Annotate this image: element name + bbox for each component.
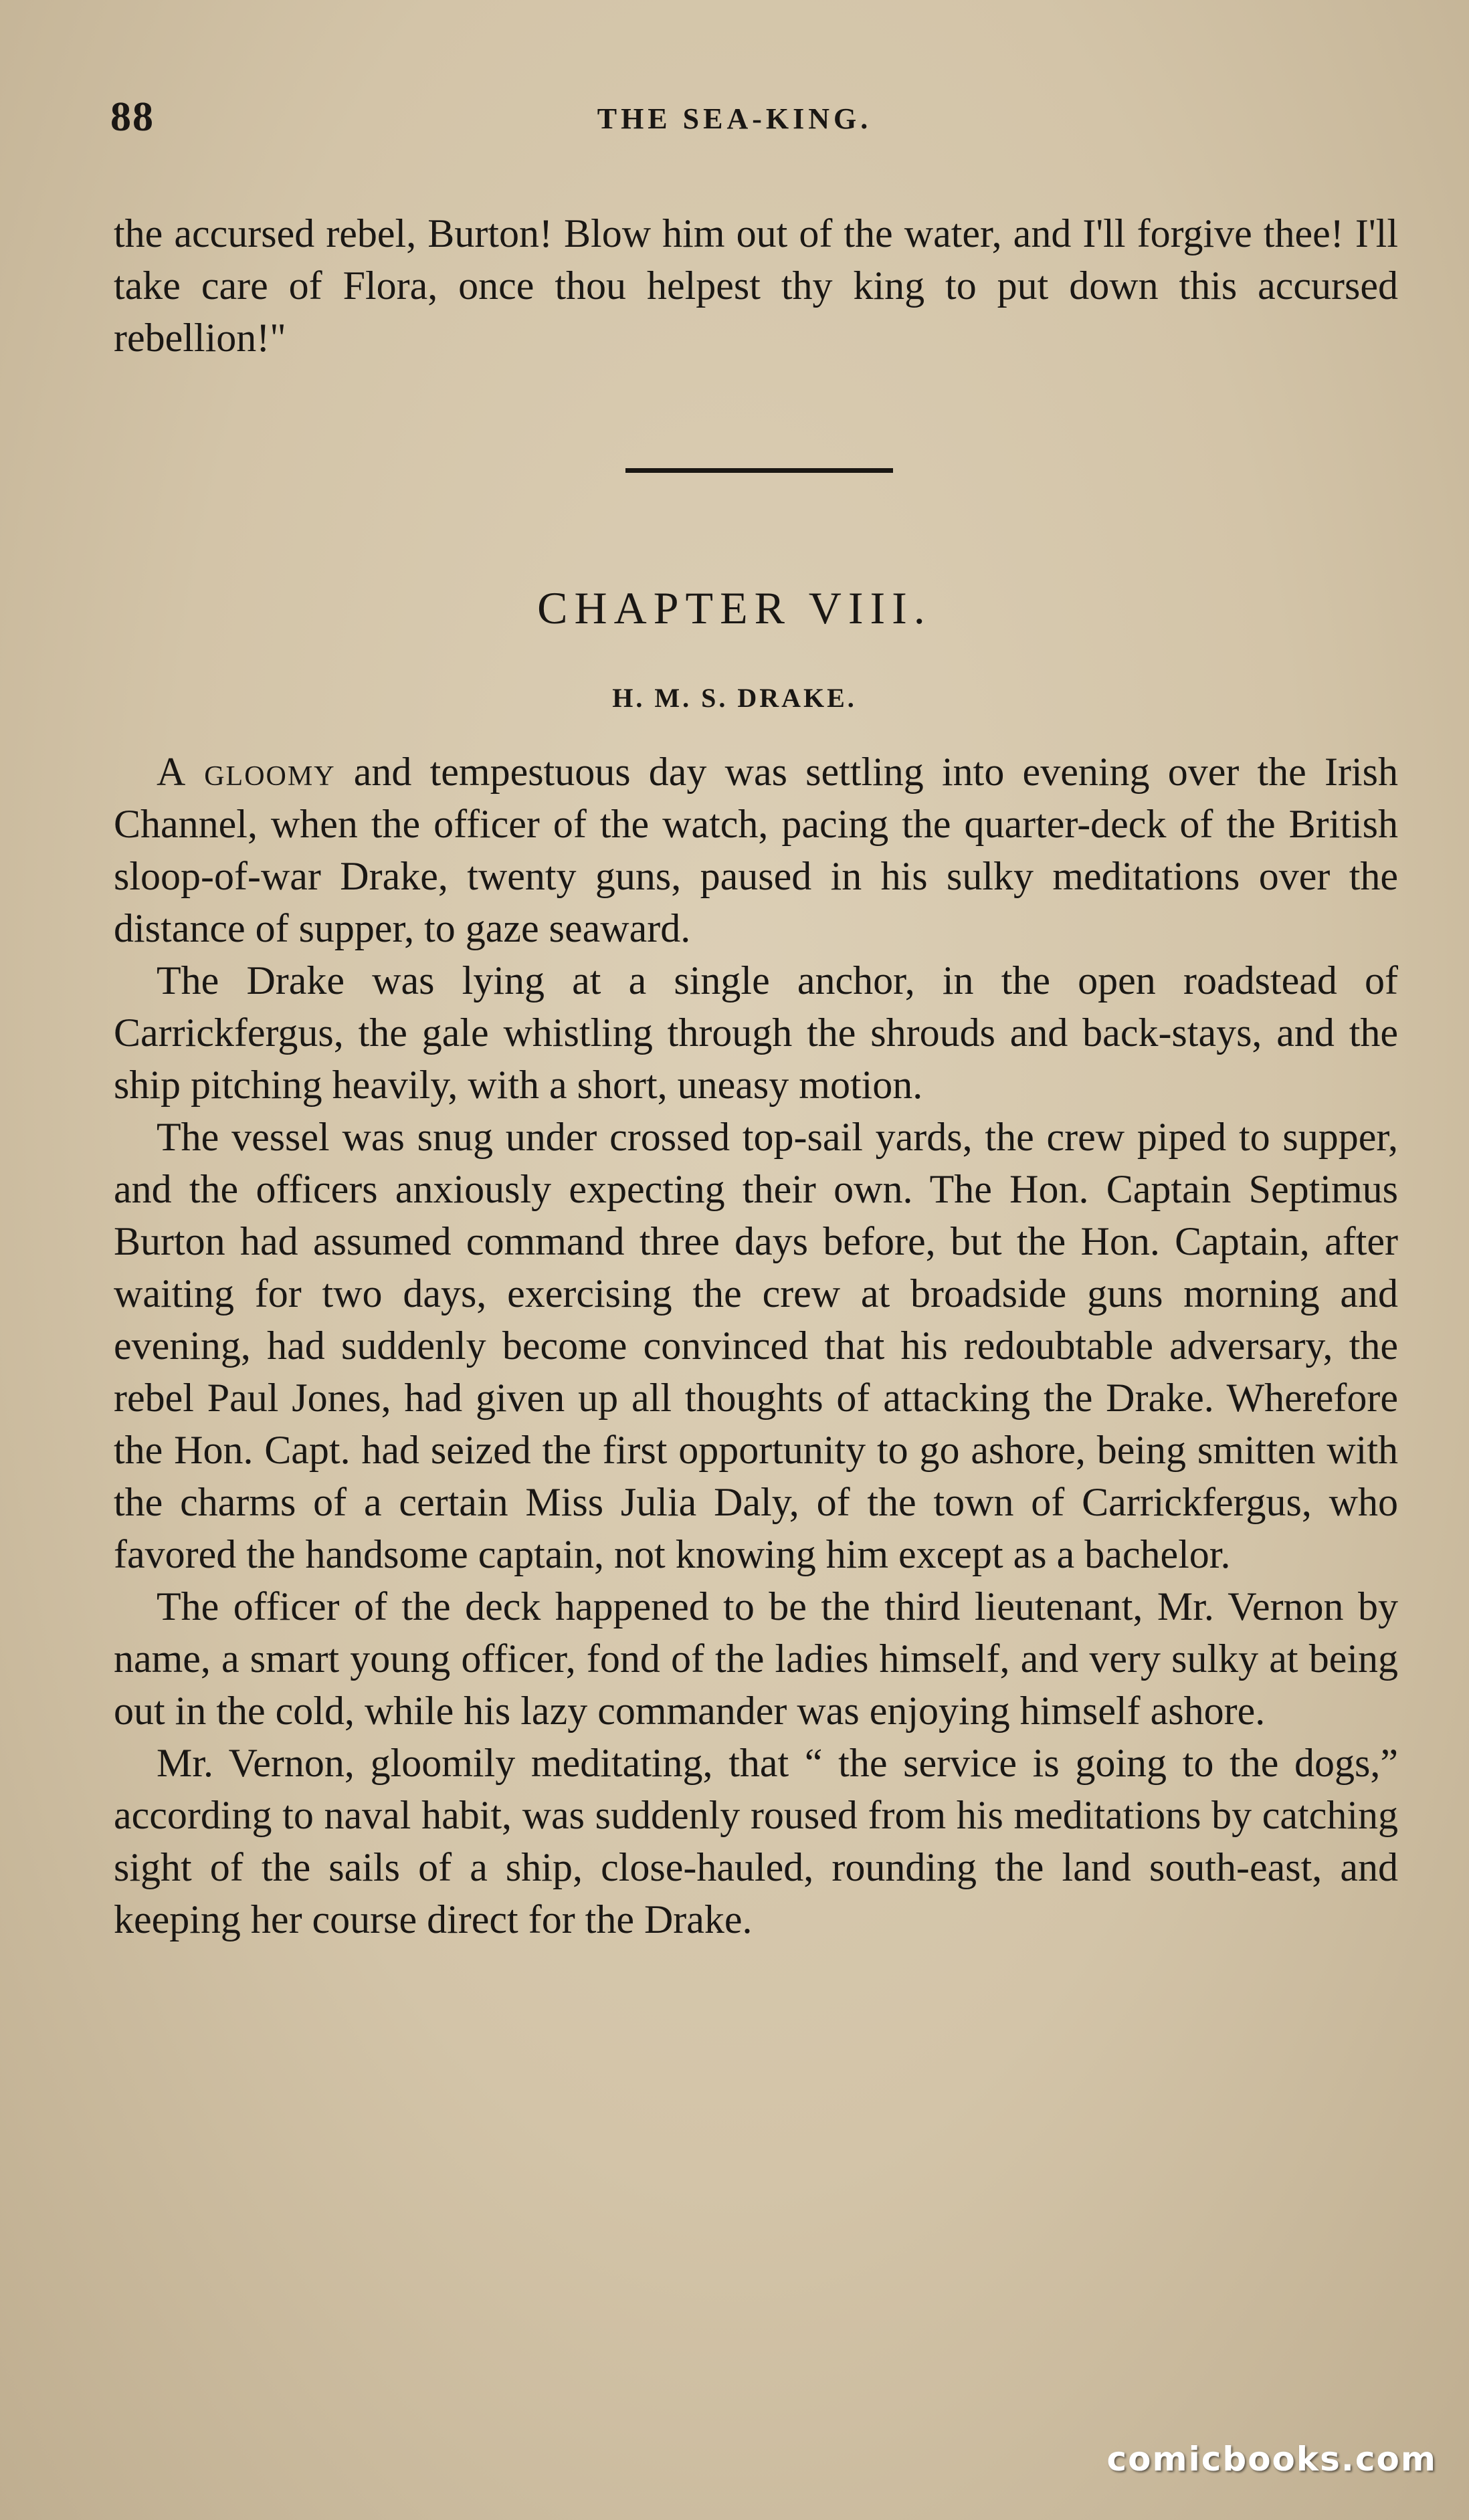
page-number: 88 — [110, 94, 155, 140]
paragraph-2: The Drake was lying at a single anchor, in the open roadstead of Carrickfergus, the gale whistling through the shrouds and back-stays, and the ship pitching heavily, with a short, uneasy motion. — [114, 958, 1398, 1107]
paragraph-3: The vessel was snug under crossed top-sail yards, the crew piped to supper, and the officers anxiously expecting their own. The Hon. Captain Septimus Burton had assumed command three days before, but the Hon. Captain, after waiting for two days, exercising the crew at broadside guns morning and evening, had suddenly become convinced that his redoubtable adversary, the rebel Paul Jones, had given up all thoughts of attacking the Drake. Wherefore the Hon. Capt. had seized the first opportunity to go ashore, being smitten with the charms of a certain Miss Julia Daly, of the town of Carrickfergus, who favored the handsome captain, not knowing him except as a bachelor. — [114, 1115, 1398, 1576]
chapter-subtitle: H. M. S. DRAKE. — [612, 683, 857, 713]
paragraph-1 — [114, 746, 1398, 954]
paragraph-5: Mr. Vernon, gloomily meditating, that “ the service is going to the dogs,” according to naval habit, was suddenly roused from his meditations by catching sight of the sails of a ship, close-hauled, rounding the land south-east, and keeping her course direct for the Drake. — [114, 1741, 1398, 1941]
chapter-body — [114, 746, 1398, 1946]
intro-paragraph: the accursed rebel, Burton! Blow him out of the water, and I'll forgive thee! I'll take care of Flora, once thou helpest thy king to put down this accursed rebellion!" — [114, 211, 1398, 360]
site-watermark: comicbooks.com — [1106, 2440, 1437, 2479]
paragraph-1-text: and tempestuous day was settling into evening over the Irish Channel, when the officer of the watch, pacing the quarter-deck of the British sloop-of-war Drake, twenty guns, paused in his sulky meditations over the distance of supper, to gaze seaward. — [114, 750, 1399, 950]
chapter-heading: CHAPTER VIII. — [537, 583, 932, 633]
section-divider-rule — [625, 468, 893, 473]
paragraph-4: The officer of the deck happened to be the third lieutenant, Mr. Vernon by name, a smart young officer, fond of the ladies himself, and very sulky at being out in the cold, while his lazy commander was enjoying himself ashore. — [114, 1584, 1398, 1733]
running-head: THE SEA-KING. — [597, 102, 872, 135]
paragraph-1-lead: A gloomy — [157, 750, 336, 794]
intro-paragraph-block — [114, 207, 1398, 364]
